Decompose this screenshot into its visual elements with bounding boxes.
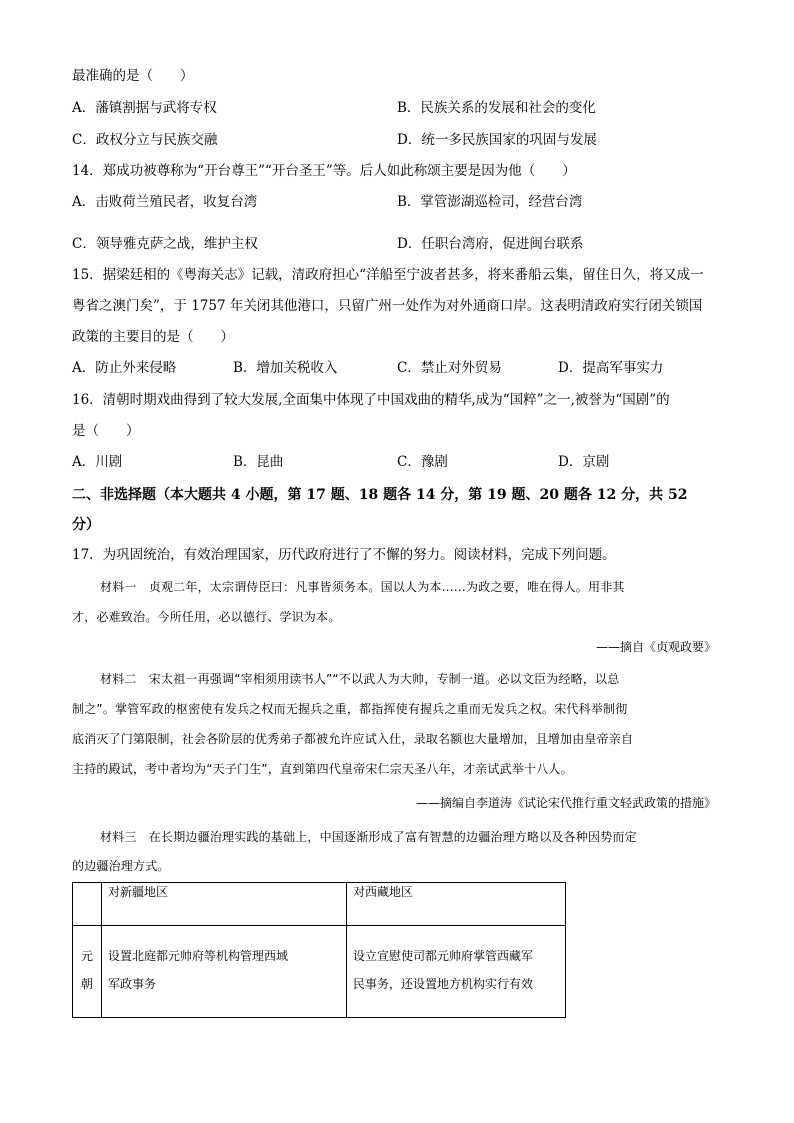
q16-option-c[interactable]: C．豫剧 xyxy=(397,454,448,470)
material-2-line-4: 主持的殿试，考中者均为“天子门生”，直到第四代皇帝宋仁宗天圣八年，才亲试武举十八人。 xyxy=(72,762,573,776)
q16-stem-line-1: 16．清朝时期戏曲得到了较大发展,全面集中体现了中国戏曲的精华,成为“国粹”之一,被誉为“国剧”的 xyxy=(72,392,670,408)
table-cell-xinjiang xyxy=(102,926,347,1018)
q13-option-a[interactable]: A．藩镇割据与武将专权 xyxy=(72,100,217,116)
q13-stem-tail: 最准确的是（ ） xyxy=(72,68,194,84)
material-2-line-3: 底消灭了门第限制，社会各阶层的优秀弟子都被允许应试入仕，录取名额也大量增加，且增加由皇帝亲自 xyxy=(72,732,634,746)
section-2-heading-line-1: 二、非选择题（本大题共 4 小题，第 17 题、18 题各 14 分，第 19 题、20 题各 12 分，共 52 xyxy=(72,487,688,503)
q16-option-a[interactable]: A．川剧 xyxy=(72,454,123,470)
material-1-source: ——摘自《贞观政要》 xyxy=(595,640,716,654)
table-header-xinjiang: 对新疆地区 xyxy=(102,883,347,926)
q14-option-c[interactable]: C．领导雅克萨之战，维护主权 xyxy=(72,236,258,252)
border-governance-table xyxy=(72,882,566,1018)
material-2-source: ——摘编自李道涛《试论宋代推行重文轻武政策的措施》 xyxy=(415,796,716,810)
section-2-heading-line-2: 分） xyxy=(72,517,100,533)
row-label-char-2: 朝 xyxy=(80,977,93,991)
q16-option-d[interactable]: D．京剧 xyxy=(558,454,610,470)
cell-xinjiang-line-2: 军政事务 xyxy=(108,977,157,991)
cell-tibet-line-1: 设立宣慰使司都元帅府掌管西藏军 xyxy=(353,949,534,963)
row-label-char-1: 元 xyxy=(80,949,93,963)
q13-option-d[interactable]: D．统一多民族国家的巩固与发展 xyxy=(397,132,597,148)
q15-stem-line-3: 政策的主要目的是（ ） xyxy=(72,329,234,345)
q15-stem-line-1: 15．据梁廷相的《粤海关志》记载，清政府担心“洋船至宁波者甚多，将来番船云集，留住日久，将又成一 xyxy=(72,267,704,283)
q14-stem: 14．郑成功被尊称为“开台尊王”“开台圣王”等。后人如此称颂主要是因为他（ ） xyxy=(72,163,576,179)
q15-option-a[interactable]: A．防止外来侵略 xyxy=(72,360,177,376)
table-row-label-yuan xyxy=(73,926,102,1018)
table-header-empty xyxy=(73,883,102,926)
q16-stem-line-2: 是（ ） xyxy=(72,423,140,439)
q15-option-c[interactable]: C．禁止对外贸易 xyxy=(397,360,502,376)
table-header-tibet: 对西藏地区 xyxy=(347,883,566,926)
material-3-line-1: 材料三 在长期边疆治理实践的基础上，中国逐渐形成了富有智慧的边疆治理方略以及各种因势而定 xyxy=(100,830,637,844)
material-1-line-1: 材料一 贞观二年，太宗谓侍臣曰：凡事皆须务本。国以人为本……为政之要，唯在得人。用非其 xyxy=(100,580,625,594)
q15-option-d[interactable]: D．提高军事实力 xyxy=(558,360,664,376)
q16-option-b[interactable]: B．昆曲 xyxy=(233,454,284,470)
table-header-row xyxy=(73,883,566,926)
q14-option-d[interactable]: D．任职台湾府，促进闽台联系 xyxy=(397,236,584,252)
cell-xinjiang-line-1: 设置北庭都元帅府等机构管理西域 xyxy=(108,949,289,963)
q17-stem: 17．为巩固统治，有效治理国家，历代政府进行了不懈的努力。阅读材料，完成下列问题。 xyxy=(72,547,616,563)
q14-option-a[interactable]: A．击败荷兰殖民者，收复台湾 xyxy=(72,194,258,210)
cell-tibet-line-2: 民事务，还设置地方机构实行有效 xyxy=(353,977,534,991)
q13-option-b[interactable]: B．民族关系的发展和社会的变化 xyxy=(397,100,596,116)
material-1-line-2: 才，必难致治。今所任用，必以德行、学识为本。 xyxy=(72,610,341,624)
material-3-line-2: 的边疆治理方式。 xyxy=(72,859,170,873)
material-2-line-1: 材料二 宋太祖一再强调“宰相须用读书人”“不以武人为大帅，专制一道。必以文臣为经略，以总 xyxy=(100,672,620,686)
table-cell-tibet xyxy=(347,926,566,1018)
q15-stem-line-2: 粤省之澳门矣”，于 1757 年关闭其他港口，只留广州一处作为对外通商口岸。这表明清政府实行闭关锁国 xyxy=(72,298,703,314)
table-row-yuan xyxy=(73,926,566,1018)
material-2-line-2: 制之”。掌管军政的枢密使有发兵之权而无握兵之重，都指挥使有握兵之重而无发兵之权。宋代科举制彻 xyxy=(72,702,628,716)
q13-option-c[interactable]: C．政权分立与民族交融 xyxy=(72,132,218,148)
q15-option-b[interactable]: B．增加关税收入 xyxy=(233,360,338,376)
q14-option-b[interactable]: B．掌管澎湖巡检司，经营台湾 xyxy=(397,194,583,210)
